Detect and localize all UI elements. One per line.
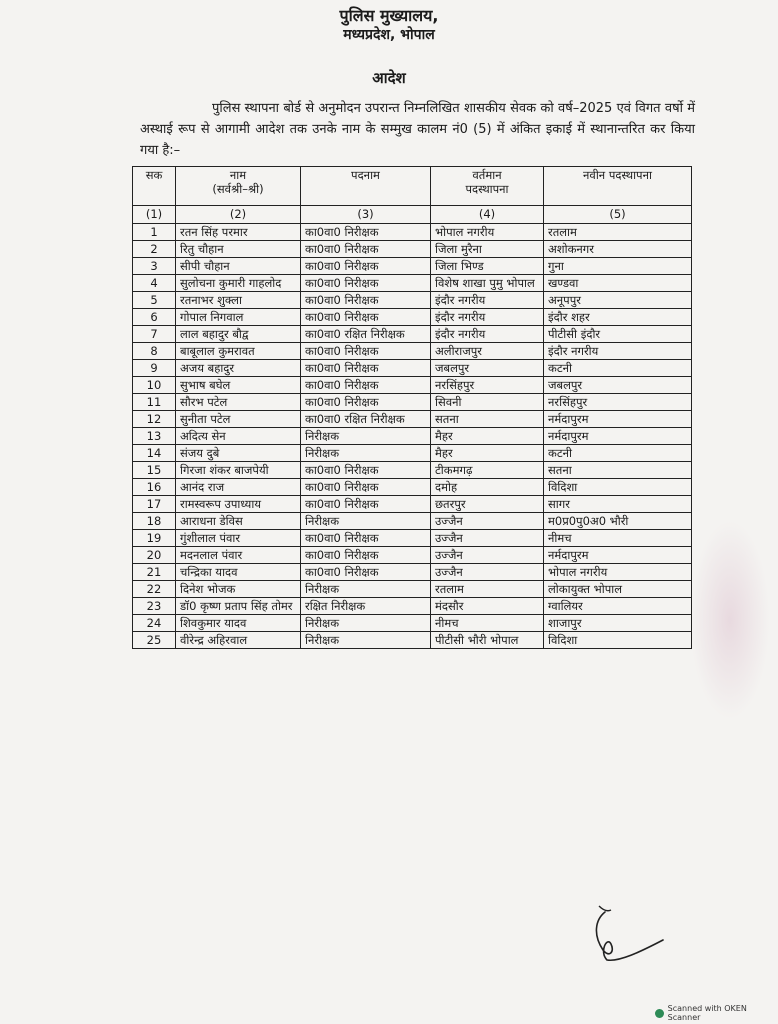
- cell-new-posting: विदिशा: [544, 479, 692, 496]
- table-row: [133, 224, 692, 241]
- table-row: [133, 615, 692, 632]
- cell-designation: निरीक्षक: [301, 632, 431, 649]
- cell-sno: 17: [133, 496, 176, 513]
- cell-current-posting: मंदसौर: [431, 598, 544, 615]
- cell-current-posting: अलीराजपुर: [431, 343, 544, 360]
- scanner-text: Scanned with OKEN Scanner: [667, 1004, 747, 1022]
- cell-current-posting: जिला भिण्ड: [431, 258, 544, 275]
- cell-sno: 9: [133, 360, 176, 377]
- cell-new-posting: कटनी: [544, 445, 692, 462]
- table-row: [133, 598, 692, 615]
- signature-mark: [585, 900, 675, 970]
- order-title: आदेश: [372, 69, 406, 87]
- cell-new-posting: नर्मदापुरम: [544, 411, 692, 428]
- intro-paragraph: पुलिस स्थापना बोर्ड से अनुमोदन उपरान्त निम्नलिखित शासकीय सेवक को वर्ष–2025 एवं विगत वर्षो में अस्थाई रूप से आगामी आदेश तक उनके नाम के सम्मुख कालम नं0 (5) में अंकित इकाई में स्थानान्तरित कर किया गया है:–: [140, 101, 695, 158]
- cell-new-posting: नर्मदापुरम: [544, 428, 692, 445]
- header-sno: सक: [133, 167, 176, 206]
- cell-new-posting: ग्वालियर: [544, 598, 692, 615]
- cell-sno: 22: [133, 581, 176, 598]
- cell-name: गिरजा शंकर बाजपेयी: [176, 462, 301, 479]
- cell-current-posting: सिवनी: [431, 394, 544, 411]
- cell-name: लाल बहादुर बौद्व: [176, 326, 301, 343]
- cell-new-posting: लोकायुक्त भोपाल: [544, 581, 692, 598]
- oken-logo-icon: [655, 1009, 664, 1018]
- cell-name: रतनाभर शुक्ला: [176, 292, 301, 309]
- cell-current-posting: जिला मुरैना: [431, 241, 544, 258]
- cell-new-posting: इंदौर नगरीय: [544, 343, 692, 360]
- cell-name: मदनलाल पंवार: [176, 547, 301, 564]
- column-number: (3): [301, 206, 431, 224]
- cell-designation: का0वा0 निरीक्षक: [301, 394, 431, 411]
- header-designation: पदनाम: [301, 167, 431, 206]
- table-row: [133, 241, 692, 258]
- cell-new-posting: अनूपपुर: [544, 292, 692, 309]
- cell-new-posting: रतलाम: [544, 224, 692, 241]
- cell-sno: 12: [133, 411, 176, 428]
- cell-designation: निरीक्षक: [301, 581, 431, 598]
- cell-name: सुनीता पटेल: [176, 411, 301, 428]
- header-current: [431, 167, 544, 206]
- cell-designation: का0वा0 निरीक्षक: [301, 292, 431, 309]
- cell-new-posting: अशोकनगर: [544, 241, 692, 258]
- cell-name: सुभाष बघेल: [176, 377, 301, 394]
- cell-name: चन्द्रिका यादव: [176, 564, 301, 581]
- header-current-sub: पदस्थापना: [465, 182, 509, 196]
- cell-designation: का0वा0 निरीक्षक: [301, 343, 431, 360]
- table-row: [133, 343, 692, 360]
- table-row: [133, 377, 692, 394]
- cell-designation: निरीक्षक: [301, 445, 431, 462]
- cell-current-posting: मैहर: [431, 428, 544, 445]
- cell-current-posting: इंदौर नगरीय: [431, 326, 544, 343]
- cell-designation: का0वा0 रक्षित निरीक्षक: [301, 326, 431, 343]
- cell-name: आनंद राज: [176, 479, 301, 496]
- table-row: [133, 547, 692, 564]
- cell-new-posting: सतना: [544, 462, 692, 479]
- cell-name: सौरभ पटेल: [176, 394, 301, 411]
- cell-name: सुलोचना कुमारी गाहलोद: [176, 275, 301, 292]
- column-number: (5): [544, 206, 692, 224]
- cell-sno: 5: [133, 292, 176, 309]
- cell-current-posting: उज्जैन: [431, 564, 544, 581]
- cell-new-posting: विदिशा: [544, 632, 692, 649]
- cell-designation: का0वा0 निरीक्षक: [301, 564, 431, 581]
- table-row: [133, 479, 692, 496]
- cell-new-posting: सागर: [544, 496, 692, 513]
- cell-current-posting: रतलाम: [431, 581, 544, 598]
- document-header: [0, 6, 778, 44]
- cell-name: गुंशीलाल पंवार: [176, 530, 301, 547]
- cell-designation: का0वा0 निरीक्षक: [301, 224, 431, 241]
- table-row: [133, 258, 692, 275]
- cell-current-posting: दमोह: [431, 479, 544, 496]
- cell-designation: का0वा0 निरीक्षक: [301, 275, 431, 292]
- cell-current-posting: इंदौर नगरीय: [431, 309, 544, 326]
- cell-name: रितु चौहान: [176, 241, 301, 258]
- cell-new-posting: नर्मदापुरम: [544, 547, 692, 564]
- header-current-label: वर्तमान: [472, 168, 502, 182]
- cell-new-posting: गुना: [544, 258, 692, 275]
- cell-name: वीरेन्द्र अहिरवाल: [176, 632, 301, 649]
- table-row: [133, 411, 692, 428]
- header-name-sub: (सर्वश्री–श्री): [212, 182, 264, 196]
- cell-new-posting: इंदौर शहर: [544, 309, 692, 326]
- cell-name: डॉ0 कृष्ण प्रताप सिंह तोमर: [176, 598, 301, 615]
- table-row: [133, 326, 692, 343]
- cell-designation: का0वा0 निरीक्षक: [301, 496, 431, 513]
- cell-sno: 2: [133, 241, 176, 258]
- cell-name: रामस्वरूप उपाध्याय: [176, 496, 301, 513]
- cell-current-posting: टीकमगढ़: [431, 462, 544, 479]
- cell-sno: 20: [133, 547, 176, 564]
- cell-sno: 6: [133, 309, 176, 326]
- cell-designation: का0वा0 निरीक्षक: [301, 309, 431, 326]
- cell-new-posting: नरसिंहपुर: [544, 394, 692, 411]
- cell-designation: का0वा0 निरीक्षक: [301, 360, 431, 377]
- table-row: [133, 462, 692, 479]
- table-row: [133, 513, 692, 530]
- cell-sno: 10: [133, 377, 176, 394]
- table-row: [133, 360, 692, 377]
- cell-name: आराधना डेविस: [176, 513, 301, 530]
- cell-sno: 19: [133, 530, 176, 547]
- cell-designation: का0वा0 निरीक्षक: [301, 530, 431, 547]
- cell-designation: का0वा0 निरीक्षक: [301, 479, 431, 496]
- cell-name: अदित्य सेन: [176, 428, 301, 445]
- cell-sno: 13: [133, 428, 176, 445]
- cell-designation: का0वा0 रक्षित निरीक्षक: [301, 411, 431, 428]
- cell-sno: 14: [133, 445, 176, 462]
- cell-sno: 18: [133, 513, 176, 530]
- cell-designation: का0वा0 निरीक्षक: [301, 258, 431, 275]
- header-line-1: पुलिस मुख्यालय,: [339, 6, 439, 25]
- cell-sno: 24: [133, 615, 176, 632]
- cell-current-posting: इंदौर नगरीय: [431, 292, 544, 309]
- cell-sno: 21: [133, 564, 176, 581]
- header-name-label: नाम: [229, 168, 247, 182]
- cell-new-posting: जबलपुर: [544, 377, 692, 394]
- cell-name: बाबूलाल कुमरावत: [176, 343, 301, 360]
- cell-new-posting: पीटीसी इंदौर: [544, 326, 692, 343]
- table-row: [133, 530, 692, 547]
- cell-sno: 1: [133, 224, 176, 241]
- cell-sno: 23: [133, 598, 176, 615]
- cell-current-posting: भोपाल नगरीय: [431, 224, 544, 241]
- cell-designation: रक्षित निरीक्षक: [301, 598, 431, 615]
- header-name: [176, 167, 301, 206]
- table-row: [133, 428, 692, 445]
- header-new: नवीन पदस्थापना: [544, 167, 692, 206]
- table-row: [133, 394, 692, 411]
- cell-designation: निरीक्षक: [301, 428, 431, 445]
- cell-sno: 15: [133, 462, 176, 479]
- cell-current-posting: सतना: [431, 411, 544, 428]
- cell-name: रतन सिंह परमार: [176, 224, 301, 241]
- cell-name: सीपी चौहान: [176, 258, 301, 275]
- column-number-row: [133, 206, 692, 224]
- table-row: [133, 581, 692, 598]
- table-header-row: [133, 167, 692, 206]
- table-row: [133, 564, 692, 581]
- cell-current-posting: नीमच: [431, 615, 544, 632]
- cell-name: संजय दुबे: [176, 445, 301, 462]
- cell-sno: 7: [133, 326, 176, 343]
- table-row: [133, 275, 692, 292]
- header-line-2: मध्यप्रदेश, भोपाल: [343, 27, 435, 43]
- cell-sno: 16: [133, 479, 176, 496]
- cell-sno: 4: [133, 275, 176, 292]
- column-number: (1): [133, 206, 176, 224]
- cell-current-posting: मैहर: [431, 445, 544, 462]
- cell-sno: 11: [133, 394, 176, 411]
- cell-designation: निरीक्षक: [301, 615, 431, 632]
- cell-current-posting: जबलपुर: [431, 360, 544, 377]
- table-row: [133, 445, 692, 462]
- cell-current-posting: उज्जैन: [431, 513, 544, 530]
- cell-name: दिनेश भोजक: [176, 581, 301, 598]
- cell-current-posting: उज्जैन: [431, 530, 544, 547]
- cell-name: शिवकुमार यादव: [176, 615, 301, 632]
- table-row: [133, 309, 692, 326]
- cell-current-posting: पीटीसी भौरी भोपाल: [431, 632, 544, 649]
- cell-sno: 25: [133, 632, 176, 649]
- cell-new-posting: भोपाल नगरीय: [544, 564, 692, 581]
- column-number: (2): [176, 206, 301, 224]
- cell-new-posting: म0प्र0पु0अ0 भौरी: [544, 513, 692, 530]
- transfer-table: [132, 166, 692, 649]
- table-row: [133, 632, 692, 649]
- table-row: [133, 292, 692, 309]
- cell-designation: का0वा0 निरीक्षक: [301, 462, 431, 479]
- cell-name: गोपाल निगवाल: [176, 309, 301, 326]
- cell-sno: 8: [133, 343, 176, 360]
- cell-designation: का0वा0 निरीक्षक: [301, 547, 431, 564]
- paper-stain: [690, 520, 770, 720]
- column-number: (4): [431, 206, 544, 224]
- cell-new-posting: नीमच: [544, 530, 692, 547]
- cell-designation: का0वा0 निरीक्षक: [301, 241, 431, 258]
- cell-current-posting: विशेष शाखा पुमु भोपाल: [431, 275, 544, 292]
- cell-designation: निरीक्षक: [301, 513, 431, 530]
- cell-name: अजय बहादुर: [176, 360, 301, 377]
- cell-current-posting: छतरपुर: [431, 496, 544, 513]
- cell-current-posting: उज्जैन: [431, 547, 544, 564]
- cell-designation: का0वा0 निरीक्षक: [301, 377, 431, 394]
- cell-current-posting: नरसिंहपुर: [431, 377, 544, 394]
- cell-new-posting: खण्डवा: [544, 275, 692, 292]
- cell-sno: 3: [133, 258, 176, 275]
- cell-new-posting: कटनी: [544, 360, 692, 377]
- scanner-footer: [655, 1004, 778, 1022]
- table-row: [133, 496, 692, 513]
- cell-new-posting: शाजापुर: [544, 615, 692, 632]
